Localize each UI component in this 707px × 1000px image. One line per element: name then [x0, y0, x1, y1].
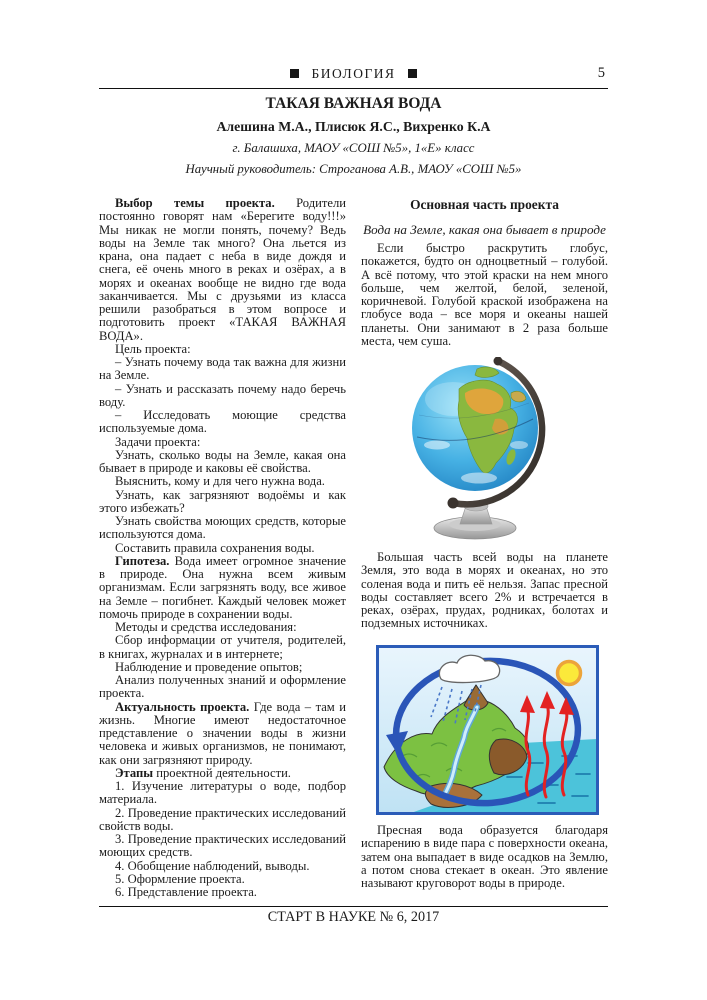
paragraph: 4. Обобщение наблюдений, выводы. [115, 858, 310, 873]
article-title: ТАКАЯ ВАЖНАЯ ВОДА [265, 95, 442, 112]
paragraph: Узнать, сколько воды на Земле, какая она бывает в природе и каковы её свойства. [99, 447, 346, 475]
left-column [99, 197, 346, 909]
paragraph: Сбор информации от учителя, родителей, в книгах, журналах и в интернете; [99, 633, 346, 661]
article-affiliation: г. Балашиха, МАОУ «СОШ №5», 1«Е» класс [232, 141, 475, 155]
right-column [361, 193, 608, 909]
footer-rule [99, 906, 608, 907]
section-subheading: Вода на Земле, какая она бывает в природе [363, 222, 606, 237]
globe-image [407, 357, 561, 546]
paragraph: Наблюдение и проведение опытов; [115, 659, 303, 674]
paragraph: Узнать, как загрязняют водоёмы и как этого избежать? [99, 487, 346, 515]
paragraph: 3. Проведение практических исследований моющих средств. [99, 832, 346, 860]
paragraph: Анализ полученных знаний и оформление проекта. [99, 673, 346, 701]
paragraph: Этапы проектной деятельности. [115, 765, 291, 780]
paragraph: Узнать свойства моющих средств, которые используются дома. [99, 514, 346, 542]
paragraph: Составить правила сохранения воды. [115, 540, 315, 555]
paragraph: 5. Оформление проекта. [115, 871, 245, 886]
water-cycle-image [376, 645, 599, 815]
paragraph: – Узнать почему вода так важна для жизни на Земле. [99, 355, 346, 383]
page-number: 5 [597, 65, 605, 81]
header-rule [99, 88, 608, 89]
water-cycle-diagram-icon [376, 645, 599, 815]
paragraph: – Исследовать моющие средства используемые дома. [99, 408, 346, 436]
paragraph: 6. Представление проекта. [115, 885, 257, 899]
paragraph: Выяснить, кому и для чего нужна вода. [115, 474, 325, 489]
section-header [99, 66, 608, 82]
footer-text: СТАРТ В НАУКЕ № 6, 2017 [267, 909, 440, 925]
globe-photo-icon [407, 357, 561, 546]
paragraph: Цель проекта: [115, 341, 191, 356]
paragraph: 2. Проведение практических исследований свойств воды. [99, 805, 346, 833]
paragraph: Гипотеза. Вода имеет огромное значение в природе. Она нужна всем живым организмам. Если загрязнять воду, все живое на Земле – погибнет. Каждый человек может помочь природе в сохранении воды. [99, 553, 346, 621]
section-heading: Основная часть проекта [410, 197, 559, 212]
paragraph: Задачи проекта: [115, 434, 201, 449]
paragraph: Большая часть всей воды на планете Земля, это вода в морях и океанах, но это соленая вода и пить её нельзя. Запас пресной воды составляет всего 2% и встречается в реках, озёрах, прудах, родниках, болотах и подземных источниках. [361, 550, 608, 631]
paragraph: Методы и средства исследования: [115, 620, 297, 634]
paragraph: 1. Изучение литературы о воде, подбор материала. [99, 779, 346, 807]
paragraph: – Узнать и рассказать почему надо беречь воду. [99, 381, 346, 409]
paragraph: Пресная вода образуется благодаря испарению в виде пара с поверхности океана, затем она выпадает в виде осадков на Землю, а потом снова стекает в океан. Это явление называют круговорот воды в природе. [361, 823, 608, 890]
paragraph: Выбор темы проекта. Родители постоянно говорят нам «Берегите воду!!!» Мы никак не могли понять, почему? Ведь воды на Земле так много? Она льется из крана, она падает с неба в виде дождя и снега, её очень много в реках и озёрах, а в морях и океанах вообще не видно где вода заканчивается. Мы с друзьями из класса решили разобраться в этом вопросе и подготовить проект «ТАКАЯ ВАЖНАЯ ВОДА». [99, 197, 346, 343]
article-authors: Алешина М.А., Плисюк Я.С., Вихренко К.А [216, 119, 491, 134]
square-bullet-icon [290, 69, 299, 78]
section-title: БИОЛОГИЯ [311, 66, 396, 81]
square-bullet-icon [408, 69, 417, 78]
paragraph: Если быстро раскрутить глобус, покажется, будто он одноцветный – голубой. А всё потому, что этой краски на нем много больше, чем желтой, белой, зеленой, коричневой. Голубой краской изображена на глобусе вода – все моря и океаны нашей планеты. Они занимают в 2 раза больше места, чем суша. [361, 241, 608, 348]
article-supervisor: Научный руководитель: Строганова А.В., МАОУ «СОШ №5» [185, 162, 522, 176]
paragraph: Актуальность проекта. Где вода – там и жизнь. Многие имеют недостаточное представление о значении воды в жизни человека и живых организмов, не понимают, как они загрязняют природу. [99, 699, 346, 767]
page-content [99, 0, 608, 1000]
